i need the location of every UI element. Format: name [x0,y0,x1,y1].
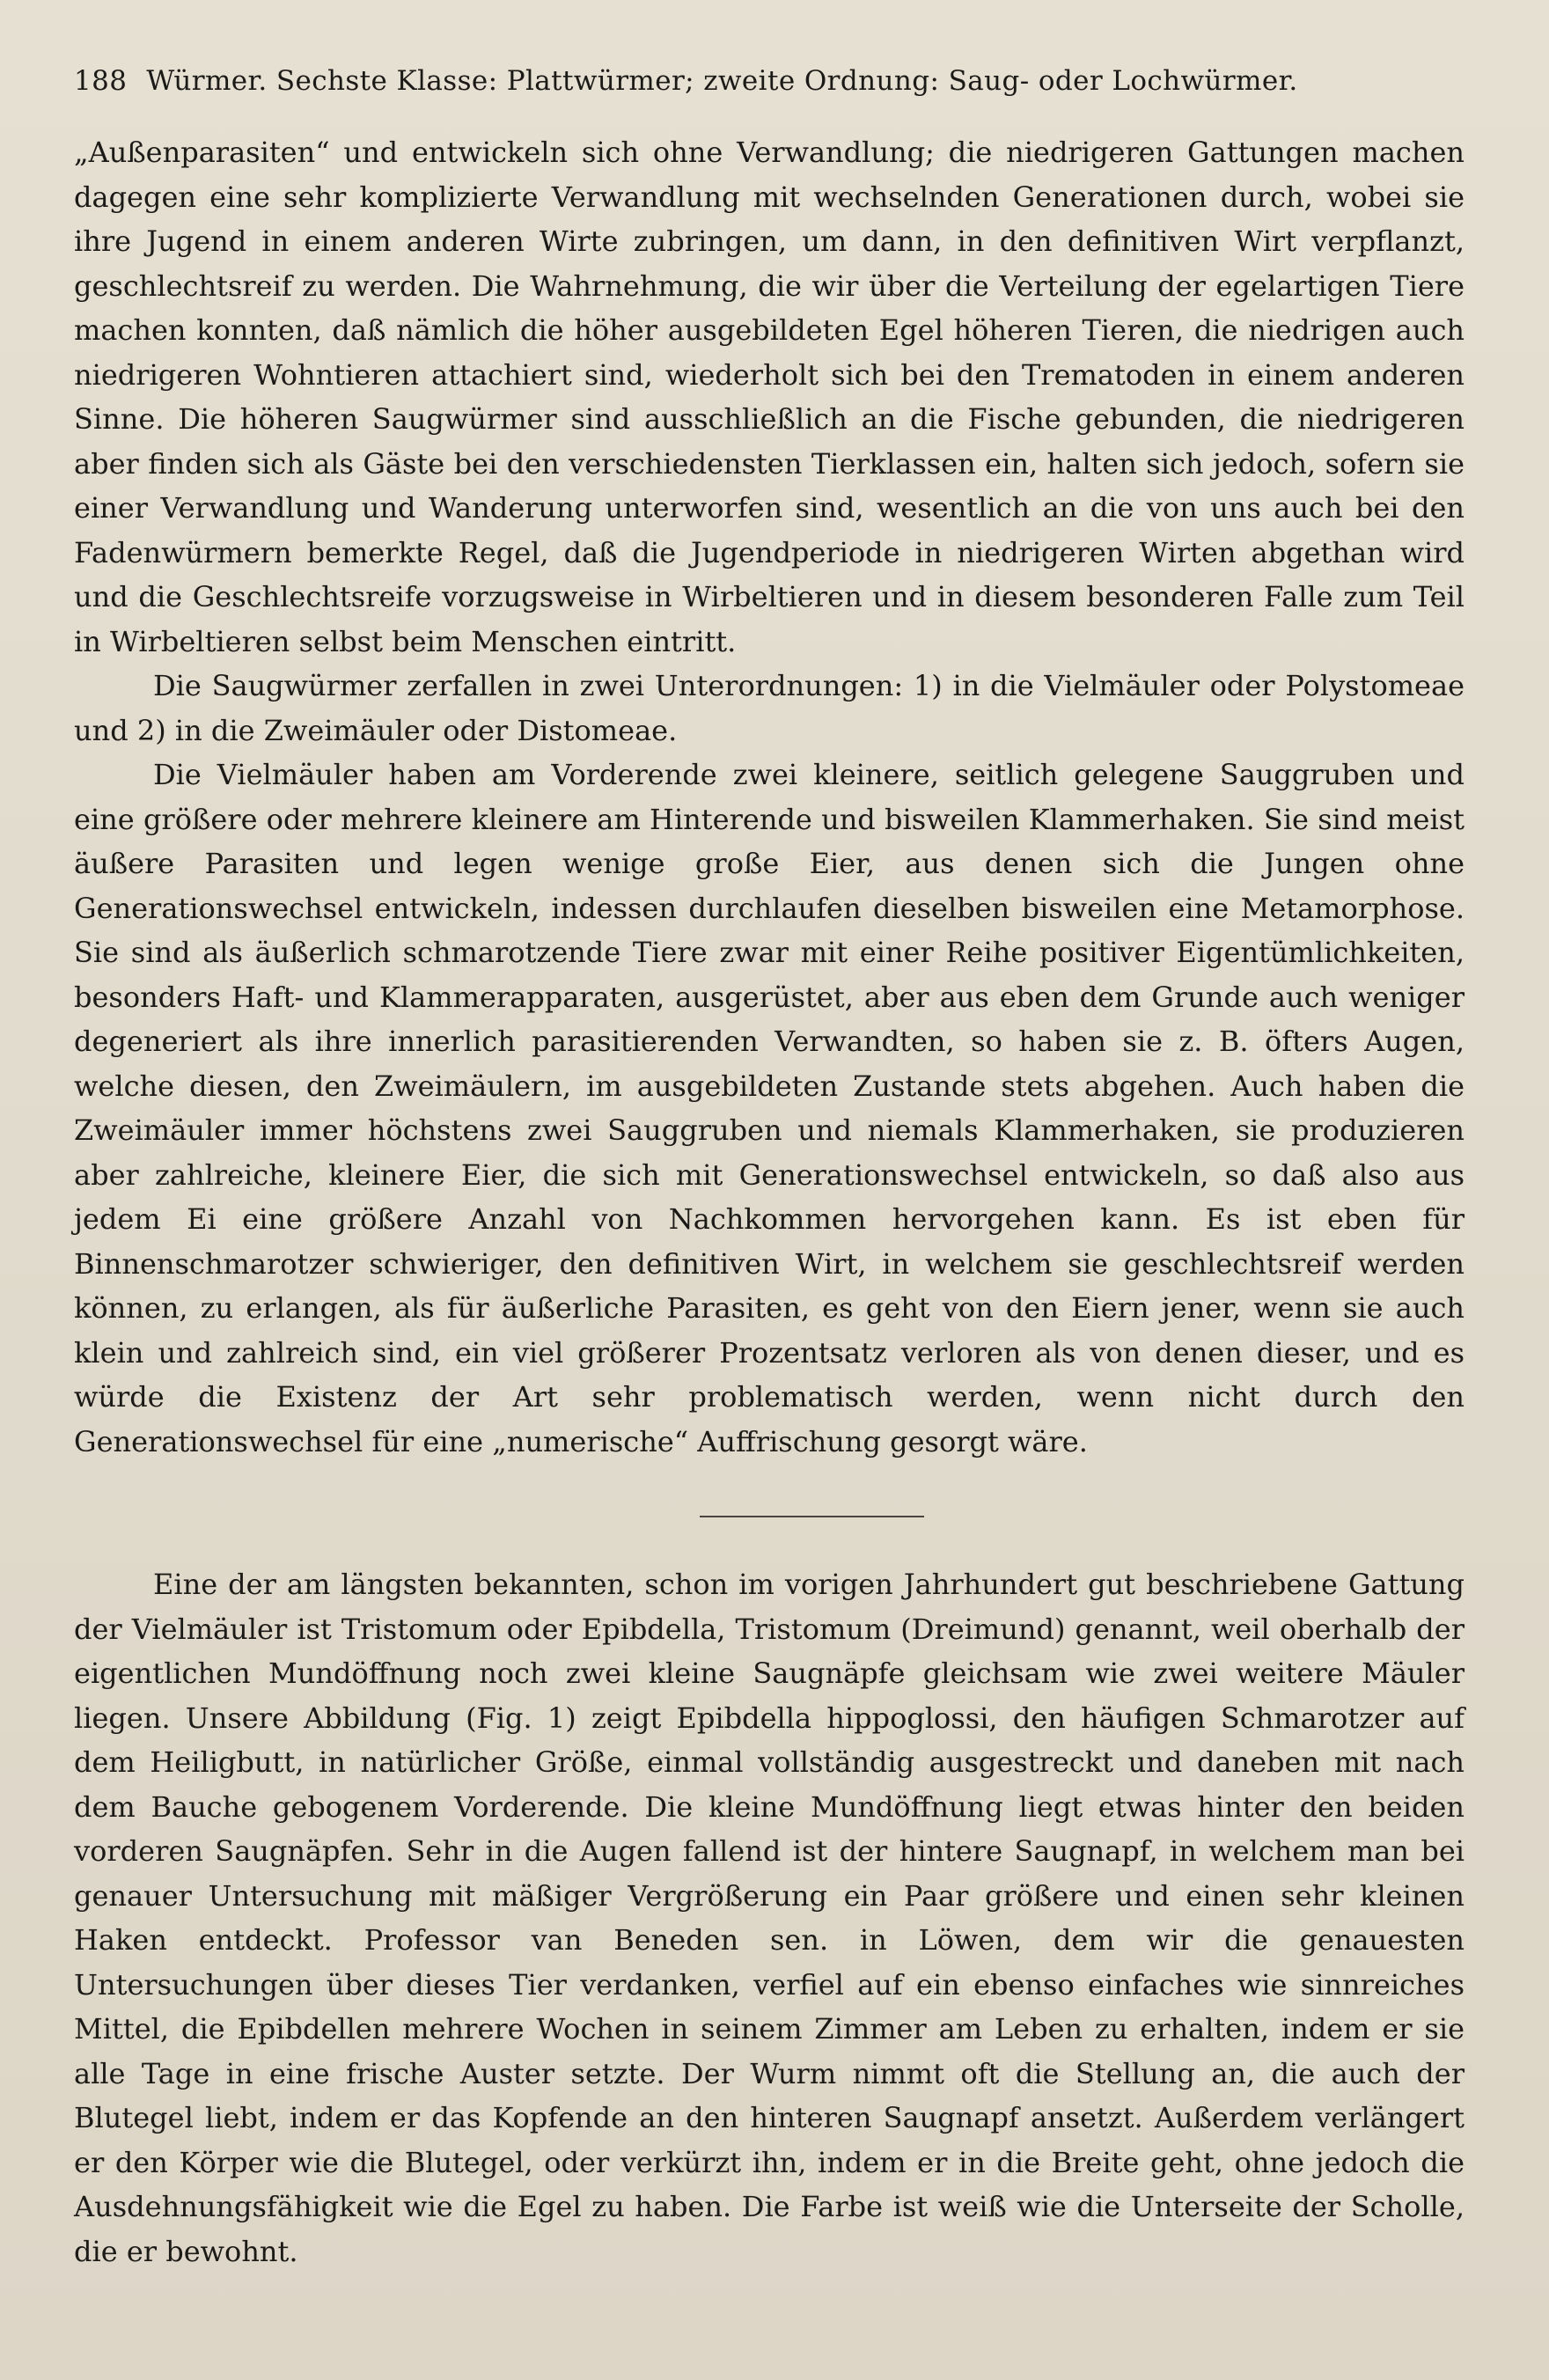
text-section-parasites [74,130,1465,1464]
paragraph-suborders: Die Saugwürmer zerfallen in zwei Unterordnungen: 1) in die Vielmäuler oder Polystomeae und 2) in die Zweimäuler oder Distomeae. [74,669,1465,747]
paragraph-tristomum: Eine der am längsten bekannten, schon im vorigen Jahrhundert gut beschriebene Gattung der Vielmäuler ist Tristomum oder Epibdella, Tristomum (Dreimund) genannt, weil oberhalb der eigentlichen Mundöffnung noch zwei kleine Saugnäpfe gleichsam wie zwei weitere Mäuler liegen. Unsere Abbildung (Fig. 1) zeigt Epibdella hippoglossi, den häufigen Schmarotzer auf dem Heiligbutt, in natürlicher Größe, einmal vollständig ausgestreckt und daneben mit nach dem Bauche gebogenem Vorderende. Die kleine Mundöffnung liegt etwas hinter den beiden vorderen Saugnäpfen. Sehr in die Augen fallend ist der hintere Saugnapf, in welchem man bei genauer Untersuchung mit mäßiger Vergrößerung ein Paar größere und einen sehr kleinen Haken entdeckt. Professor van Beneden sen. in Löwen, dem wir die genauesten Untersuchungen über dieses Tier verdanken, verfiel auf ein ebenso einfaches wie sinnreiches Mittel, die Epibdellen mehrere Wochen in seinem Zimmer am Leben zu erhalten, indem er sie alle Tage in eine frische Auster setzte. Der Wurm nimmt oft die Stellung an, die auch der Blutegel liebt, indem er das Kopfende an den hinteren Saugnapf ansetzt. Außerdem verlängert er den Körper wie die Blutegel, oder verkürzt ihn, indem er in die Breite geht, ohne jedoch die Ausdehnungsfähigkeit wie die Egel zu haben. Die Farbe ist weiß wie die Unterseite der Scholle, die er bewohnt. [74,1568,1465,2268]
paragraph-continuation: „Außenparasiten“ und entwickeln sich ohne Verwandlung; die niedrigeren Gattungen machen dagegen eine sehr komplizierte Verwandlung mit wechselnden Generationen durch, wobei sie ihre Jugend in einem anderen Wirte zubringen, um dann, in den definitiven Wirt verpflanzt, geschlechtsreif zu werden. Die Wahrnehmung, die wir über die Verteilung der egelartigen Tiere machen konnten, daß nämlich die höher ausgebildeten Egel höheren Tieren, die niedrigen auch niedrigeren Wohntieren attachiert sind, wiederholt sich bei den Trematoden in einem anderen Sinne. Die höheren Saugwürmer sind ausschließlich an die Fische gebunden, die niedrigeren aber finden sich als Gäste bei den verschiedensten Tierklassen ein, halten sich jedoch, sofern sie einer Verwandlung und Wanderung unterworfen sind, wesentlich an die von uns auch bei den Fadenwürmern bemerkte Regel, daß die Jugendperiode in niedrigeren Wirten abgethan wird und die Geschlechtsreife vorzugsweise in Wirbeltieren und in diesem besonderen Falle zum Teil in Wirbeltieren selbst beim Menschen eintritt. [74,136,1465,658]
running-header [74,65,1482,111]
paragraph-polystomeae: Die Vielmäuler haben am Vorderende zwei kleinere, seitlich gelegene Sauggruben und eine größere oder mehrere kleinere am Hinterende und bisweilen Klammerhaken. Sie sind meist äußere Parasiten und legen wenige große Eier, aus denen sich die Jungen ohne Generationswechsel entwickeln, indessen durchlaufen dieselben bisweilen eine Metamorphose. Sie sind als äußerlich schmarotzende Tiere zwar mit einer Reihe positiver Eigentümlichkeiten, besonders Haft- und Klammerapparaten, ausgerüstet, aber aus eben dem Grunde auch weniger degeneriert als ihre innerlich parasitierenden Verwandten, so haben sie z. B. öfters Augen, welche diesen, den Zweimäulern, im ausgebildeten Zustande stets abgehen. Auch haben die Zweimäuler immer höchstens zwei Sauggruben und niemals Klammerhaken, sie produzieren aber zahlreiche, kleinere Eier, die sich mit Generationswechsel entwickeln, so daß also aus jedem Ei eine größere Anzahl von Nachkommen hervorgehen kann. Es ist eben für Binnenschmarotzer schwieriger, den definitiven Wirt, in welchem sie geschlechtsreif werden können, zu erlangen, als für äußerliche Parasiten, es geht von den Eiern jener, wenn sie auch klein und zahlreich sind, ein viel größerer Prozentsatz verloren als von denen dieser, und es würde die Existenz der Art sehr problematisch werden, wenn nicht durch den Generationswechsel für eine „numerische“ Auffrischung gesorgt wäre. [74,758,1465,1458]
text-section-tristomum [74,1562,1465,2273]
running-title: Würmer. Sechste Klasse: Plattwürmer; zweite Ordnung: Saug- oder Lochwürmer. [146,65,1298,97]
page-number: 188 [74,65,128,97]
section-divider [700,1516,924,1517]
